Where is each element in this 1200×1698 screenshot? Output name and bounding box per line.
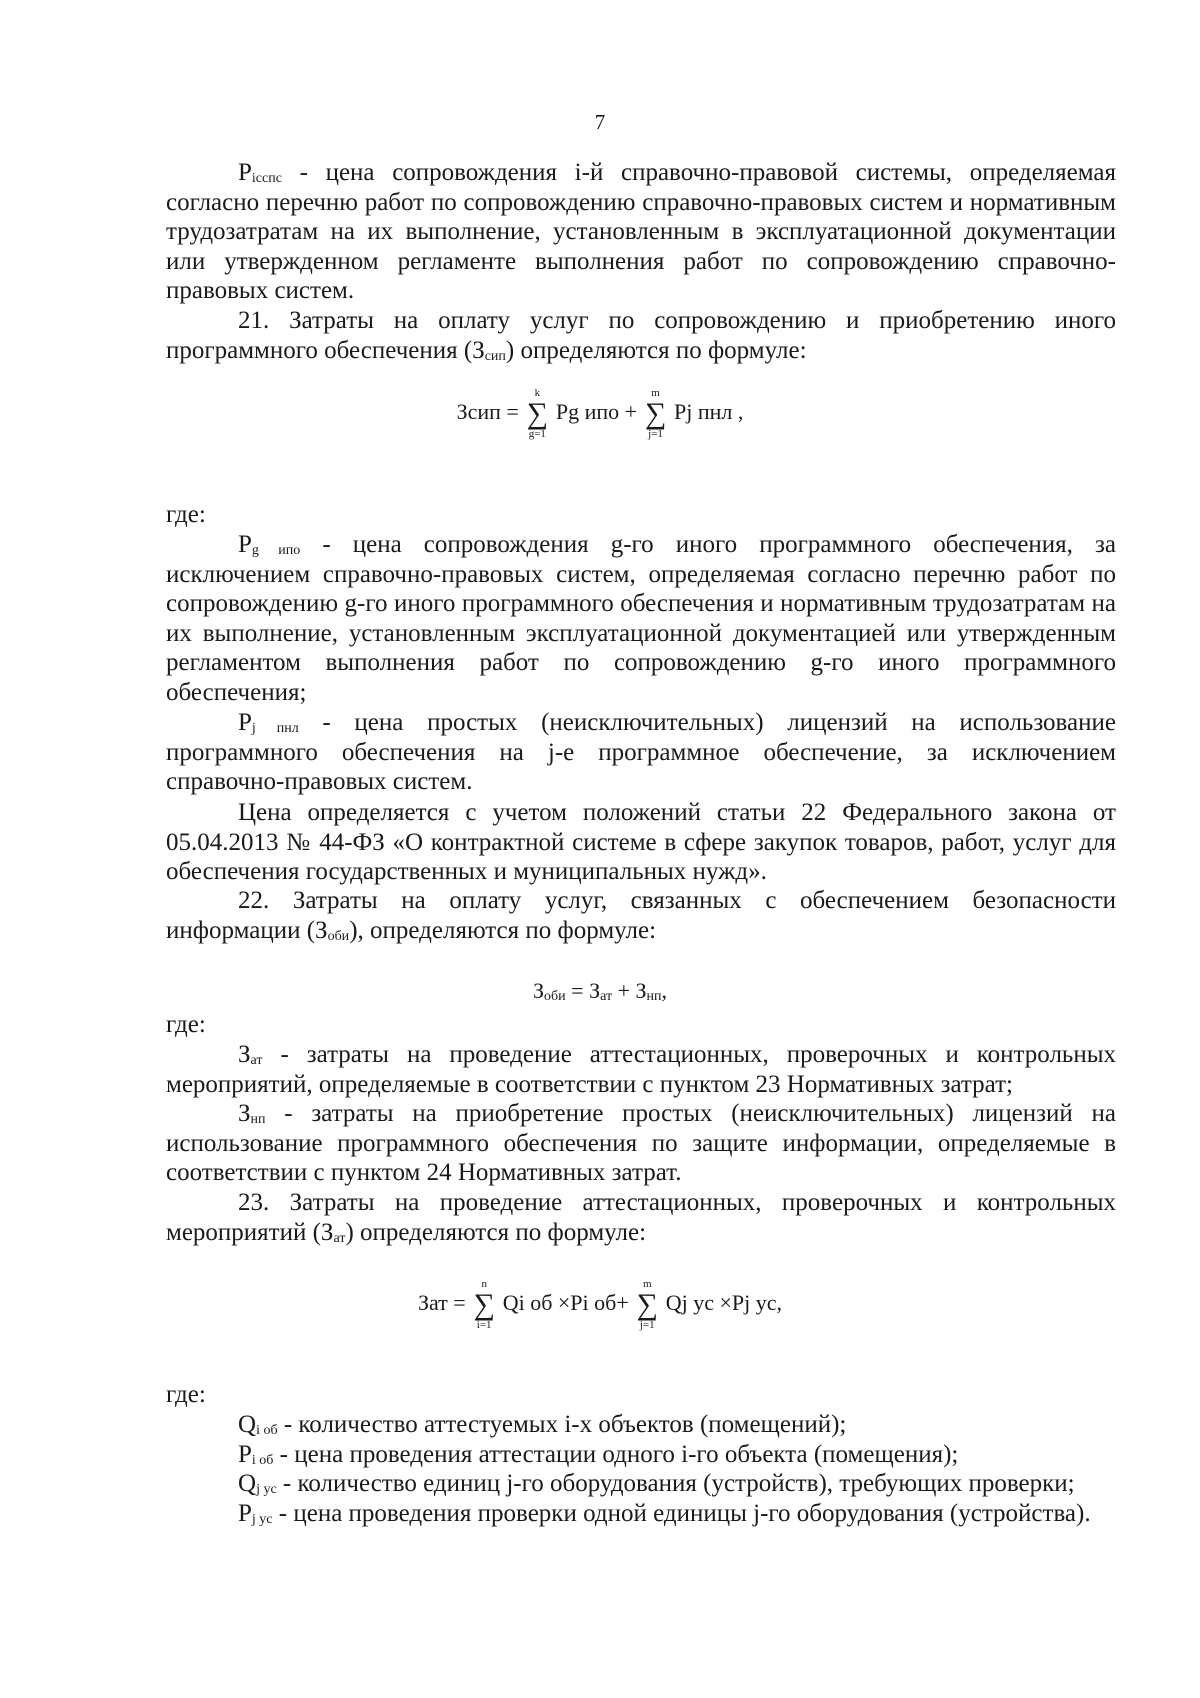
formula-end: , (661, 978, 667, 1003)
formula-lhs: Зат = (417, 1290, 466, 1316)
sum-lower-limit: i=1 (476, 1319, 492, 1331)
price-note-text: Цена определяется с учетом положений статьи 22 Федерального закона от 05.04.2013 № 44-ФЗ «О контрактной системе в сфере закупок товаров, работ, услуг для обеспечения государственных и муниципальных нужд». (166, 799, 1116, 886)
formula-subscript: нп (646, 989, 662, 1004)
sum-sign (634, 1279, 660, 1331)
item-text-end: ) определяются по формуле: (345, 1218, 647, 1246)
sum-sign (643, 388, 669, 440)
p-isps-definition (166, 158, 1116, 306)
sum-lower-limit: j=1 (648, 428, 663, 440)
formula-subscript: ат (600, 989, 613, 1004)
pg-ipo-definition (166, 530, 1116, 708)
item-subscript: оби (327, 928, 350, 944)
sum-lower-limit: g=1 (528, 428, 546, 440)
definition-text: - количество аттестуемых i-х объектов (помещений); (277, 1411, 847, 1438)
sigma-symbol: ∑ (636, 1288, 658, 1321)
formula-21 (0, 388, 1200, 440)
sum-lower-limit: j=1 (639, 1319, 655, 1331)
symbol-subscript: j ус (251, 1511, 273, 1527)
symbol: Q (238, 1470, 257, 1498)
formula-23 (0, 1279, 1200, 1331)
where-label: где: (166, 501, 206, 528)
price-note (166, 798, 1116, 887)
symbol-subscript: нп (250, 1112, 266, 1127)
item-text-end: ) определяются по формуле: (505, 336, 807, 364)
pj-pnl-definition (166, 708, 1116, 797)
sum-upper-limit: k (534, 387, 541, 399)
z-at-definition (166, 1040, 1116, 1099)
sigma-symbol: ∑ (526, 397, 549, 430)
pj-us-definition (166, 1499, 1116, 1529)
symbol-subscript: j ус (256, 1482, 277, 1498)
item-subscript: сип (484, 348, 506, 364)
definition-text: - затраты на приобретение простых (неисключительных) лицензий на использование программного обеспечения по защите информации, определяемые в соответствии с пунктом 24 Нормативных затрат. (166, 1100, 1116, 1187)
symbol: P (238, 531, 252, 558)
symbol-subscript: j пнл (251, 721, 299, 736)
item-22 (166, 886, 1116, 945)
symbol: З (238, 1041, 251, 1068)
symbol: З (238, 1100, 251, 1127)
formula-lhs: Зсип = (456, 399, 519, 425)
item-23 (166, 1188, 1116, 1247)
item-21 (166, 306, 1116, 365)
symbol-subscript: ат (250, 1053, 263, 1068)
pi-ob-definition (166, 1440, 1116, 1470)
page-number: 7 (594, 110, 606, 134)
sigma-symbol: ∑ (644, 397, 667, 430)
item-subscript: ат (333, 1230, 346, 1246)
symbol-subscript: i об (256, 1423, 278, 1438)
symbol-subscript: g ипо (251, 543, 301, 558)
item-text: 21. Затраты на оплату услуг по сопровождению и приобретению иного программного обеспечения (З (166, 307, 1116, 364)
formula-term: Pg ипо + (555, 399, 638, 425)
formula-term: Qi об ×Pi об+ (502, 1290, 629, 1316)
definition-text: - цена простых (неисключительных) лицензий на использование программного обеспечения на j-е программное обеспечение, за исключением справочно-правовых систем. (166, 709, 1116, 796)
formula-symbol: + З (612, 978, 647, 1003)
sigma-symbol: ∑ (473, 1288, 495, 1321)
formula-23-definitions (166, 1410, 1116, 1528)
where-label: где: (166, 1381, 206, 1408)
formula-22 (0, 976, 1200, 1006)
formula-subscript: оби (544, 989, 566, 1004)
item-text: 22. Затраты на оплату услуг, связанных с обеспечением безопасности информации (З (166, 887, 1116, 944)
symbol-subscript: iсспс (251, 171, 282, 186)
definition-text: - цена сопровождения i-й справочно-правовой системы, определяемая согласно перечню работ по сопровождению справочно-правовых систем и нормативным трудозатратам на их выполнение, установленным в эксплуатационной документации или утвержденном регламенте выполнения работ по сопровождению справочно-правовых систем. (166, 159, 1116, 305)
definition-text: - цена проведения аттестации одного i-го объекта (помещения); (273, 1440, 959, 1468)
symbol-subscript: i об (251, 1452, 274, 1468)
definition-text: - затраты на проведение аттестационных, проверочных и контрольных мероприятий, определяемые в соответствии с пунктом 23 Нормативных затрат; (166, 1041, 1116, 1098)
sum-upper-limit: n (481, 1278, 487, 1290)
symbol: P (238, 159, 252, 186)
symbol: P (238, 709, 252, 736)
qi-ob-definition (166, 1410, 1116, 1440)
formula-term: Qj ус ×Pj ус, (665, 1290, 783, 1316)
formula-symbol: = З (565, 978, 601, 1003)
symbol: P (238, 1440, 252, 1468)
definition-text: - цена проведения проверки одной единицы j-го оборудования (устройства). (272, 1499, 1091, 1527)
item-text-end: ), определяются по формуле: (349, 916, 657, 944)
formula-term: Pj пнл , (674, 399, 744, 425)
definition-text: - количество единиц j-го оборудования (устройств), требующих проверки; (276, 1470, 1075, 1498)
sum-sign (524, 388, 550, 440)
sum-upper-limit: m (651, 387, 660, 399)
sum-upper-limit: m (642, 1278, 652, 1290)
definition-text: - цена сопровождения g-го иного программного обеспечения, за исключением справочно-правовых систем, определяемая согласно перечню работ по сопровождению g-го иного программного обеспечения и нормативным трудозатратам на их выполнение, установленным эксплуатационной документацией или утвержденным регламентом выполнения работ по сопровождению g-го иного программного обеспечения; (166, 531, 1116, 706)
z-np-definition (166, 1099, 1116, 1188)
sum-sign (471, 1279, 497, 1331)
qj-us-definition (166, 1469, 1116, 1499)
where-label: где: (166, 1011, 206, 1038)
symbol: P (238, 1499, 252, 1527)
item-text: 23. Затраты на проведение аттестационных, проверочных и контрольных мероприятий (З (166, 1189, 1116, 1246)
formula-symbol: З (533, 978, 545, 1003)
symbol: Q (238, 1411, 257, 1438)
